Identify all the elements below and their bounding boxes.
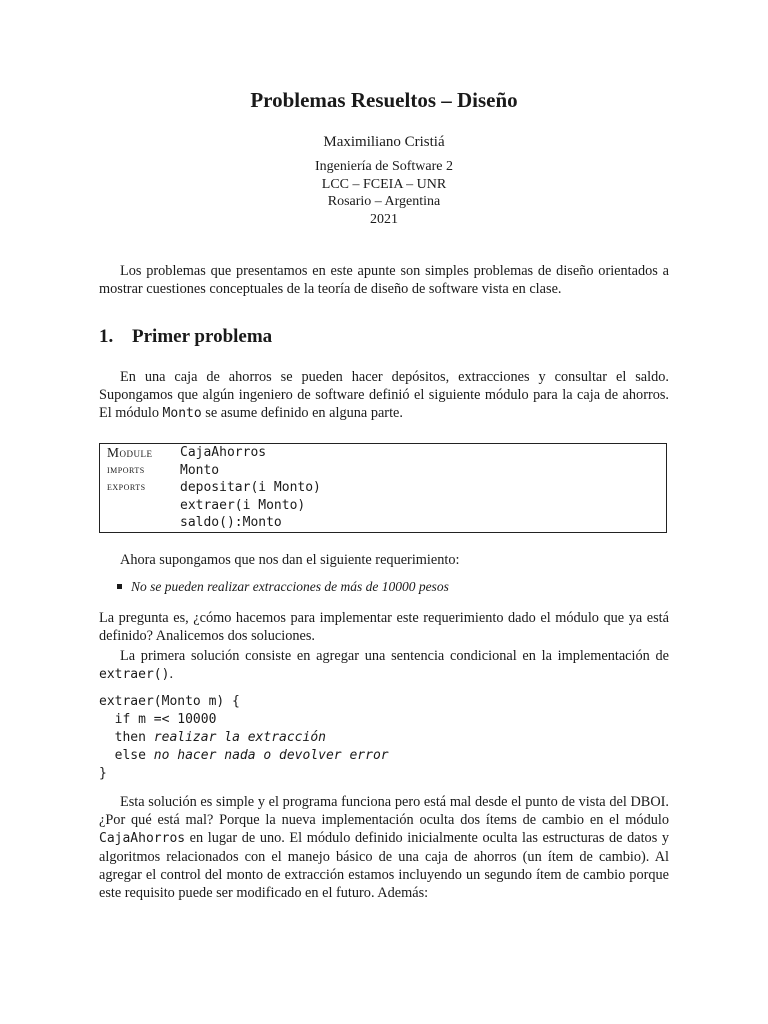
export-item: extraer(i Monto) — [180, 497, 306, 513]
code-block — [99, 693, 389, 783]
section-title: Primer problema — [132, 326, 273, 347]
paragraph-4-end: . — [169, 666, 174, 682]
paragraph-3: La pregunta es, ¿cómo hacemos para implementar este requerimiento dado el módulo que ya está definido? Analicemos dos soluciones. — [99, 610, 669, 644]
affiliation-location: Rosario – Argentina — [327, 194, 441, 209]
paragraph-5-text-b: en lugar de uno. El módulo definido inicialmente oculta las estructuras de datos y algoritmos relacionados con el manejo básico de una caja de ahorros (un ítem de cambio). Al agregar el control del monto de extracción estamos incluyendo un segundo ítem de cambio porque este requisito puede ser modificado en el futuro. Además: — [99, 830, 669, 901]
module-keyword: Module — [107, 445, 153, 460]
section-heading — [99, 326, 272, 348]
requirement-bullet — [117, 579, 449, 595]
code-keyword: else — [99, 748, 154, 763]
export-item: depositar(i Monto) — [180, 480, 321, 495]
exports-keyword: exports — [107, 481, 146, 493]
code-line — [99, 729, 389, 747]
paragraph-1 — [99, 368, 669, 423]
intro-paragraph: Los problemas que presentamos en este apunte son simples problemas de diseño orientados a mostrar cuestiones conceptuales de la teoría de diseño de software vista en clase. — [99, 263, 669, 297]
paragraph-1-text: En una caja de ahorros se pueden hacer depósitos, extracciones y consultar el saldo. Supongamos que algún ingeniero de software definió el siguiente módulo para la caja de ahorros. El módulo — [99, 369, 669, 421]
affiliation-block — [0, 158, 768, 228]
affiliation-course: Ingeniería de Software 2 — [315, 159, 453, 174]
paragraph-5 — [99, 793, 669, 902]
paragraph-2: Ahora supongamos que nos dan el siguiente requerimiento: — [120, 552, 460, 568]
paragraph-5-text-a: Esta solución es simple y el programa funciona pero está mal desde el punto de vista del DBOI. ¿Por qué está mal? Porque la nueva implementación oculta dos ítems de cambio en el módulo — [99, 794, 669, 828]
bullet-square-icon — [117, 584, 122, 589]
module-definition-box — [99, 443, 667, 533]
code-line: if m =< 10000 — [99, 712, 217, 727]
code-line: extraer(Monto m) { — [99, 694, 240, 709]
paragraph-1-end: se asume definido en alguna parte. — [201, 405, 403, 421]
author-name: Maximiliano Cristiá — [323, 134, 445, 150]
code-comment: no hacer nada o devolver error — [153, 748, 389, 763]
code-line: } — [99, 766, 107, 781]
requirement-text: No se pueden realizar extracciones de más de 10000 pesos — [131, 579, 449, 594]
code-keyword: then — [99, 730, 154, 745]
paragraph-4-text: La primera solución consiste en agregar una sentencia condicional en la implementación de — [120, 648, 669, 664]
code-line — [99, 747, 389, 765]
paragraph-4 — [99, 647, 669, 684]
document-title: Problemas Resueltos – Diseño — [250, 88, 518, 112]
export-item: saldo():Monto — [180, 515, 282, 530]
module-name: CajaAhorros — [180, 445, 267, 460]
code-comment: realizar la extracción — [153, 730, 326, 745]
affiliation-institution: LCC – FCEIA – UNR — [321, 176, 447, 192]
section-number: 1. — [99, 326, 114, 347]
inline-code-extraer: extraer() — [99, 667, 170, 682]
inline-code-monto: Monto — [162, 406, 202, 421]
imports-value: Monto — [180, 462, 220, 478]
inline-code-cajaahorros: CajaAhorros — [99, 831, 186, 846]
imports-keyword: imports — [107, 463, 145, 476]
affiliation-year: 2021 — [370, 211, 398, 227]
